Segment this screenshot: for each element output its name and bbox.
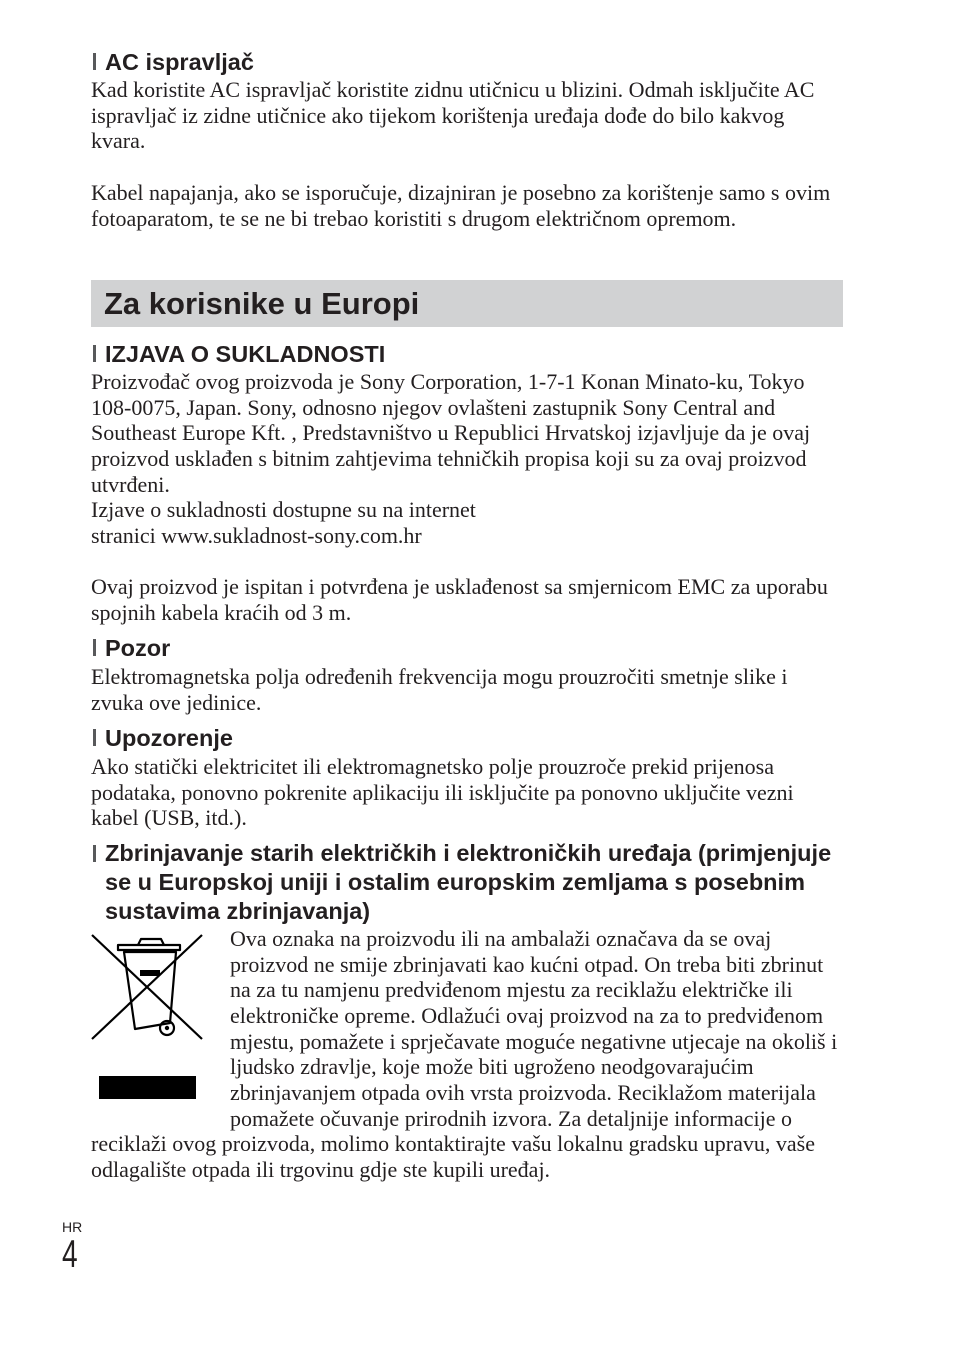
ac-heading: AC ispravljač [105,49,254,75]
izjava-paragraph-1 [91,369,810,549]
text-line: zvuka ove jedinice. [91,689,262,715]
heading-bar [93,845,96,862]
upozorenje-heading: Upozorenje [105,725,233,751]
text-line: odlagalište otpada ili trgovinu gdje ste kupili uređaj. [91,1156,551,1182]
izjava-heading: IZJAVA O SUKLADNOSTI [105,341,386,367]
text-line: Elektromagnetska polja određenih frekvencija mogu prouzročiti smetnje slike i [91,664,788,689]
heading-bar [93,729,96,746]
section-banner [91,280,843,327]
pozor-heading: Pozor [105,635,171,661]
text-line: stranici www.sukladnost-sony.com.hr [91,523,422,549]
text-line: 108-0075, Japan. Sony, odnosno njegov ovlašteni zastupnik Sony Central and [91,394,776,420]
text-line: Izjave o sukladnosti dostupne su na internet [91,497,476,523]
zbrinjavanje-paragraph-indented [230,926,837,1131]
text-line: proizvod ne smije zbrinjavati kao kućni otpad. On treba biti zbrinut [230,951,824,977]
text-line: Ova oznaka na proizvodu ili na ambalaži označava da se ovaj [230,926,772,951]
section-title: Za korisnike u Europi [104,286,420,321]
ac-paragraph-2 [91,180,830,231]
text-line: mjestu, pomažete i sprječavate moguće negativne utjecaje na okoliš i [230,1028,838,1054]
text-line: Ako statički elektricitet ili elektromagnetsko polje prouzroče prekid prijenosa [91,754,774,779]
bin-wheel-hub [165,1026,169,1030]
zbrinjavanje-paragraph-full [91,1131,815,1182]
heading-line: Zbrinjavanje starih električkih i elektroničkih uređaja (primjenjuje [105,840,832,866]
text-line: Southeast Europe Kft. , Predstavništvo u Republici Hrvatskoj izjavljuje da je ovaj [91,420,811,446]
heading-line: sustavima zbrinjavanja) [105,898,371,924]
ac-paragraph-1 [91,77,814,154]
heading-bar [93,345,96,362]
language-code: HR [62,1219,83,1235]
text-line: elektroničke opreme. Odlažući ovaj proizvod na za to predviđenom [230,1003,824,1029]
text-line: Proizvođač ovog proizvoda je Sony Corporation, 1-7-1 Konan Minato-ku, Tokyo [91,369,805,394]
zbrinjavanje-heading [105,839,831,926]
text-line: fotoaparatom, te se ne bi trebao koristiti s drugom električnom opremom. [91,205,737,231]
text-line: kabel (USB, itd.). [91,805,247,831]
text-line: Ovaj proizvod je ispitan i potvrđena je usklađenost sa smjernicom EMC za uporabu [91,574,828,599]
heading-bar [93,53,96,70]
text-line: ispravljač iz zidne utičnice ako tijekom korištenja uređaja dođe do bilo kakvog [91,102,785,128]
weee-bar [99,1076,196,1099]
text-line: Kabel napajanja, ako se isporučuje, dizajniran je posebno za korištenje samo s ovim [91,180,831,205]
heading-bar [93,639,96,656]
crossed-out-bin-icon [91,933,203,1040]
text-line: reciklaži ovog proizvoda, molimo kontaktirajte vašu lokalnu gradsku upravu, vaše [91,1131,815,1156]
page-number: 4 [62,1233,78,1276]
text-line: utvrđeni. [91,471,170,497]
text-line: Kad koristite AC ispravljač koristite zidnu utičnicu u blizini. Odmah isključite AC [91,77,815,102]
text-line: pomažete očuvanje prirodnih izvora. Za detaljnije informacije o [230,1105,792,1131]
text-line: kvara. [91,128,146,154]
bin-lid [118,945,180,950]
upozorenje-paragraph [91,754,794,831]
heading-line: se u Europskoj uniji i ostalim europskim zemljama s posebnim [105,869,805,895]
bin-label [140,970,160,976]
izjava-paragraph-2 [91,574,828,625]
text-line: spojnih kabela kraćih od 3 m. [91,599,352,625]
text-line: zbrinjavanjem otpada ovih vrsta proizvoda. Reciklažom materijala [230,1080,816,1106]
text-line: proizvod usklađen s bitnim zahtjevima tehničkih propisa koji su za ovaj proizvod [91,446,807,472]
pozor-paragraph [91,664,787,715]
text-line: podataka, ponovno pokrenite aplikaciju ili isključite pa ponovno uključite vezni [91,779,794,805]
text-line: na za tu namjenu predviđenom mjestu za reciklažu električke ili [230,977,793,1003]
text-line: ljudsko zdravlje, koje može biti ugroženo neodgovarajućim [230,1054,754,1080]
